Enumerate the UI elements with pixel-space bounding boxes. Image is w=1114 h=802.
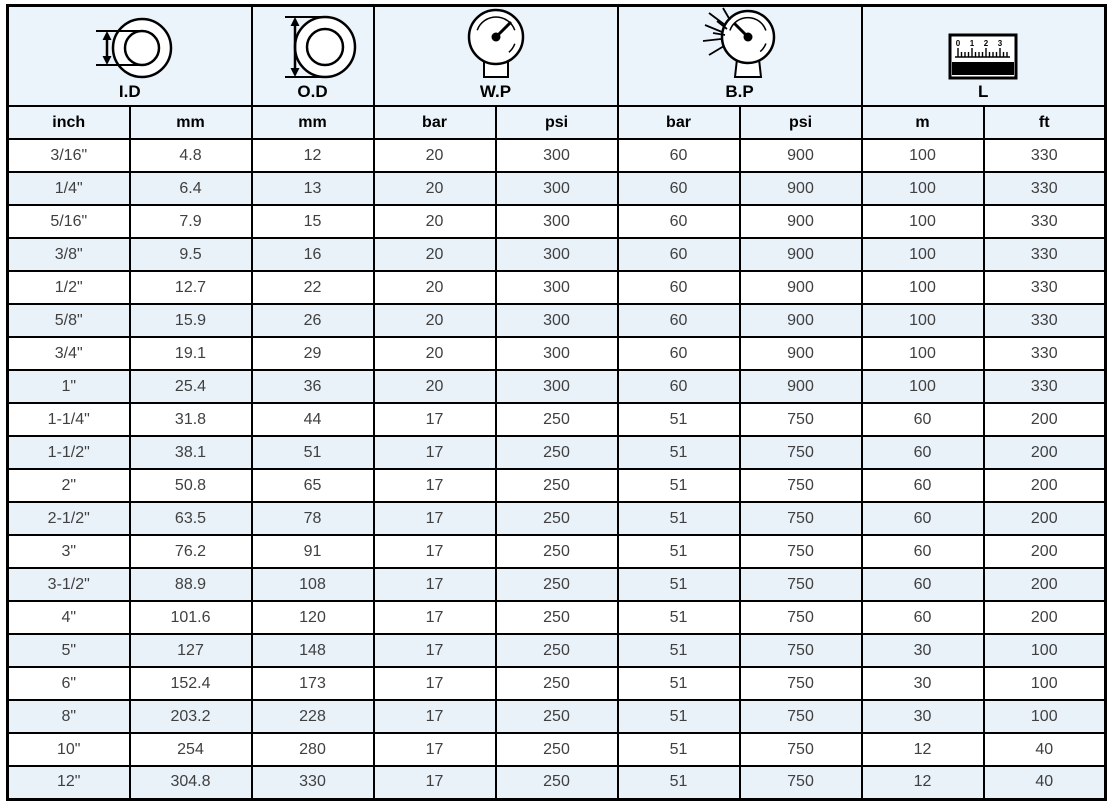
cell-od-mm: 22 [252, 271, 374, 304]
column-group-inner-diameter [8, 6, 252, 107]
unit-header-id-mm: mm [130, 106, 252, 139]
cell-bp-bar: 51 [618, 766, 740, 799]
column-group-length [862, 6, 1106, 107]
cell-wp-bar: 20 [374, 304, 496, 337]
cell-length-ft: 200 [984, 568, 1106, 601]
cell-bp-bar: 51 [618, 436, 740, 469]
cell-id-mm: 76.2 [130, 535, 252, 568]
cell-id-inch: 2-1/2" [8, 502, 130, 535]
cell-wp-bar: 17 [374, 733, 496, 766]
cell-od-mm: 330 [252, 766, 374, 799]
burst-pressure-gauge-icon [696, 7, 784, 81]
cell-od-mm: 29 [252, 337, 374, 370]
column-group-inner-diameter-label: I.D [118, 82, 141, 101]
cell-length-m: 100 [862, 172, 984, 205]
ruler-number-2: 2 [984, 39, 989, 48]
cell-wp-psi: 300 [496, 205, 618, 238]
cell-bp-bar: 51 [618, 469, 740, 502]
cell-wp-psi: 250 [496, 733, 618, 766]
cell-id-mm: 31.8 [130, 403, 252, 436]
cell-length-ft: 200 [984, 502, 1106, 535]
table-row [8, 733, 1106, 766]
cell-bp-psi: 900 [740, 139, 862, 172]
cell-bp-bar: 51 [618, 535, 740, 568]
cell-bp-psi: 750 [740, 634, 862, 667]
cell-bp-psi: 900 [740, 205, 862, 238]
table-row [8, 436, 1106, 469]
cell-od-mm: 120 [252, 601, 374, 634]
cell-bp-bar: 60 [618, 238, 740, 271]
cell-length-m: 60 [862, 469, 984, 502]
cell-length-ft: 330 [984, 238, 1106, 271]
cell-od-mm: 280 [252, 733, 374, 766]
table-row [8, 766, 1106, 799]
cell-bp-psi: 900 [740, 304, 862, 337]
table-row [8, 568, 1106, 601]
cell-wp-psi: 250 [496, 502, 618, 535]
cell-id-inch: 1-1/2" [8, 436, 130, 469]
table-row [8, 469, 1106, 502]
cell-length-m: 100 [862, 271, 984, 304]
cell-bp-bar: 51 [618, 502, 740, 535]
cell-length-ft: 100 [984, 634, 1106, 667]
cell-wp-psi: 250 [496, 667, 618, 700]
cell-bp-bar: 51 [618, 700, 740, 733]
cell-bp-psi: 750 [740, 403, 862, 436]
cell-bp-psi: 900 [740, 337, 862, 370]
column-group-burst-pressure-label: B.P [725, 82, 754, 101]
cell-wp-bar: 17 [374, 568, 496, 601]
cell-bp-bar: 60 [618, 304, 740, 337]
cell-length-m: 60 [862, 601, 984, 634]
cell-bp-bar: 60 [618, 205, 740, 238]
cell-wp-bar: 20 [374, 205, 496, 238]
cell-bp-psi: 750 [740, 766, 862, 799]
unit-header-bp-bar: bar [618, 106, 740, 139]
cell-wp-psi: 250 [496, 469, 618, 502]
table-row [8, 271, 1106, 304]
unit-header-od-mm: mm [252, 106, 374, 139]
table-row [8, 634, 1106, 667]
table-row [8, 535, 1106, 568]
cell-length-m: 100 [862, 139, 984, 172]
cell-wp-psi: 250 [496, 436, 618, 469]
table-row [8, 403, 1106, 436]
cell-wp-bar: 17 [374, 634, 496, 667]
table-row [8, 238, 1106, 271]
cell-id-inch: 5" [8, 634, 130, 667]
cell-od-mm: 65 [252, 469, 374, 502]
cell-length-m: 100 [862, 304, 984, 337]
cell-od-mm: 108 [252, 568, 374, 601]
cell-wp-bar: 20 [374, 238, 496, 271]
cell-length-m: 60 [862, 535, 984, 568]
cell-wp-psi: 250 [496, 700, 618, 733]
cell-length-ft: 100 [984, 700, 1106, 733]
length-ruler-icon [948, 33, 1018, 81]
cell-wp-psi: 250 [496, 535, 618, 568]
cell-wp-psi: 300 [496, 172, 618, 205]
working-pressure-gauge-icon [456, 7, 536, 81]
column-group-working-pressure-label: W.P [479, 82, 512, 101]
cell-bp-bar: 51 [618, 634, 740, 667]
cell-wp-psi: 300 [496, 139, 618, 172]
cell-bp-psi: 750 [740, 700, 862, 733]
cell-wp-psi: 250 [496, 568, 618, 601]
cell-id-inch: 3-1/2" [8, 568, 130, 601]
cell-od-mm: 12 [252, 139, 374, 172]
cell-od-mm: 228 [252, 700, 374, 733]
table-row [8, 172, 1106, 205]
cell-wp-psi: 300 [496, 304, 618, 337]
table-row [8, 304, 1106, 337]
cell-id-mm: 63.5 [130, 502, 252, 535]
cell-bp-psi: 900 [740, 271, 862, 304]
unit-header-length-m: m [862, 106, 984, 139]
cell-bp-psi: 750 [740, 469, 862, 502]
cell-wp-bar: 17 [374, 601, 496, 634]
cell-length-ft: 200 [984, 436, 1106, 469]
cell-od-mm: 173 [252, 667, 374, 700]
cell-length-ft: 330 [984, 337, 1106, 370]
cell-length-ft: 330 [984, 205, 1106, 238]
cell-od-mm: 13 [252, 172, 374, 205]
cell-id-inch: 12" [8, 766, 130, 799]
cell-bp-psi: 750 [740, 667, 862, 700]
cell-od-mm: 91 [252, 535, 374, 568]
cell-length-m: 100 [862, 370, 984, 403]
cell-wp-psi: 250 [496, 766, 618, 799]
cell-id-inch: 10" [8, 733, 130, 766]
cell-od-mm: 26 [252, 304, 374, 337]
cell-id-inch: 2" [8, 469, 130, 502]
cell-bp-bar: 60 [618, 337, 740, 370]
unit-header-row [8, 106, 1106, 139]
cell-bp-psi: 750 [740, 733, 862, 766]
cell-id-mm: 38.1 [130, 436, 252, 469]
cell-id-mm: 6.4 [130, 172, 252, 205]
cell-od-mm: 148 [252, 634, 374, 667]
table-row [8, 337, 1106, 370]
table-row [8, 700, 1106, 733]
cell-wp-bar: 17 [374, 766, 496, 799]
cell-length-m: 100 [862, 238, 984, 271]
hose-specification-table [6, 4, 1107, 801]
cell-bp-bar: 51 [618, 667, 740, 700]
cell-length-ft: 200 [984, 403, 1106, 436]
cell-bp-bar: 51 [618, 403, 740, 436]
cell-length-ft: 40 [984, 733, 1106, 766]
table-row [8, 370, 1106, 403]
cell-wp-psi: 250 [496, 403, 618, 436]
icon-header-row [8, 6, 1106, 107]
cell-id-mm: 25.4 [130, 370, 252, 403]
cell-bp-psi: 750 [740, 436, 862, 469]
cell-length-ft: 100 [984, 667, 1106, 700]
cell-id-mm: 304.8 [130, 766, 252, 799]
cell-length-m: 60 [862, 502, 984, 535]
cell-length-m: 12 [862, 766, 984, 799]
cell-id-mm: 203.2 [130, 700, 252, 733]
cell-wp-psi: 300 [496, 271, 618, 304]
table-row [8, 667, 1106, 700]
unit-header-wp-psi: psi [496, 106, 618, 139]
cell-bp-bar: 51 [618, 601, 740, 634]
cell-wp-psi: 250 [496, 601, 618, 634]
cell-length-ft: 330 [984, 172, 1106, 205]
cell-bp-psi: 750 [740, 502, 862, 535]
cell-wp-bar: 17 [374, 700, 496, 733]
cell-wp-bar: 20 [374, 337, 496, 370]
cell-wp-psi: 300 [496, 337, 618, 370]
cell-length-m: 60 [862, 568, 984, 601]
cell-id-inch: 3/16" [8, 139, 130, 172]
cell-wp-bar: 20 [374, 172, 496, 205]
cell-wp-bar: 17 [374, 469, 496, 502]
inner-diameter-icon [82, 15, 178, 81]
cell-length-m: 60 [862, 403, 984, 436]
cell-bp-psi: 900 [740, 238, 862, 271]
cell-id-mm: 4.8 [130, 139, 252, 172]
cell-bp-bar: 60 [618, 370, 740, 403]
cell-length-m: 60 [862, 436, 984, 469]
hose-specification-table-wrap [6, 4, 1107, 801]
ruler-number-3: 3 [998, 39, 1003, 48]
cell-length-ft: 330 [984, 370, 1106, 403]
cell-id-mm: 7.9 [130, 205, 252, 238]
cell-bp-bar: 60 [618, 139, 740, 172]
cell-bp-bar: 60 [618, 271, 740, 304]
cell-id-mm: 254 [130, 733, 252, 766]
cell-wp-bar: 17 [374, 535, 496, 568]
cell-id-inch: 1/4" [8, 172, 130, 205]
unit-header-wp-bar: bar [374, 106, 496, 139]
cell-length-ft: 40 [984, 766, 1106, 799]
cell-length-ft: 200 [984, 535, 1106, 568]
column-group-outer-diameter-label: O.D [297, 82, 328, 101]
table-row [8, 139, 1106, 172]
cell-wp-bar: 20 [374, 370, 496, 403]
cell-id-inch: 1" [8, 370, 130, 403]
outer-diameter-icon [265, 13, 361, 81]
table-row [8, 502, 1106, 535]
cell-length-ft: 330 [984, 139, 1106, 172]
column-group-outer-diameter [252, 6, 374, 107]
cell-length-ft: 200 [984, 601, 1106, 634]
ruler-number-1: 1 [970, 39, 975, 48]
spec-table-body [8, 139, 1106, 799]
cell-id-inch: 3/8" [8, 238, 130, 271]
cell-bp-psi: 750 [740, 568, 862, 601]
cell-bp-bar: 60 [618, 172, 740, 205]
cell-bp-bar: 51 [618, 733, 740, 766]
cell-id-mm: 88.9 [130, 568, 252, 601]
cell-od-mm: 15 [252, 205, 374, 238]
cell-bp-psi: 750 [740, 601, 862, 634]
cell-id-mm: 101.6 [130, 601, 252, 634]
cell-wp-bar: 17 [374, 502, 496, 535]
cell-id-mm: 9.5 [130, 238, 252, 271]
cell-length-m: 30 [862, 634, 984, 667]
cell-wp-bar: 17 [374, 436, 496, 469]
cell-id-mm: 127 [130, 634, 252, 667]
cell-od-mm: 36 [252, 370, 374, 403]
cell-id-inch: 8" [8, 700, 130, 733]
cell-wp-psi: 250 [496, 634, 618, 667]
cell-od-mm: 16 [252, 238, 374, 271]
cell-id-inch: 5/16" [8, 205, 130, 238]
cell-length-m: 12 [862, 733, 984, 766]
cell-id-inch: 1/2" [8, 271, 130, 304]
column-group-working-pressure [374, 6, 618, 107]
cell-id-inch: 4" [8, 601, 130, 634]
cell-id-inch: 6" [8, 667, 130, 700]
cell-length-m: 100 [862, 205, 984, 238]
unit-header-length-ft: ft [984, 106, 1106, 139]
cell-id-mm: 19.1 [130, 337, 252, 370]
cell-bp-bar: 51 [618, 568, 740, 601]
cell-bp-psi: 900 [740, 370, 862, 403]
unit-header-id-inch: inch [8, 106, 130, 139]
cell-id-mm: 152.4 [130, 667, 252, 700]
cell-wp-bar: 17 [374, 403, 496, 436]
cell-wp-psi: 300 [496, 370, 618, 403]
cell-length-m: 30 [862, 700, 984, 733]
table-row [8, 601, 1106, 634]
cell-length-ft: 330 [984, 304, 1106, 337]
cell-length-m: 30 [862, 667, 984, 700]
cell-length-ft: 330 [984, 271, 1106, 304]
ruler-number-0: 0 [956, 39, 961, 48]
column-group-burst-pressure [618, 6, 862, 107]
cell-id-inch: 5/8" [8, 304, 130, 337]
cell-id-mm: 15.9 [130, 304, 252, 337]
cell-wp-bar: 17 [374, 667, 496, 700]
cell-length-m: 100 [862, 337, 984, 370]
cell-id-inch: 3" [8, 535, 130, 568]
column-group-length-label: L [978, 82, 989, 101]
cell-wp-bar: 20 [374, 139, 496, 172]
unit-header-bp-psi: psi [740, 106, 862, 139]
cell-bp-psi: 900 [740, 172, 862, 205]
cell-id-mm: 50.8 [130, 469, 252, 502]
cell-id-mm: 12.7 [130, 271, 252, 304]
cell-bp-psi: 750 [740, 535, 862, 568]
table-row [8, 205, 1106, 238]
cell-od-mm: 44 [252, 403, 374, 436]
cell-wp-psi: 300 [496, 238, 618, 271]
cell-od-mm: 51 [252, 436, 374, 469]
cell-od-mm: 78 [252, 502, 374, 535]
cell-wp-bar: 20 [374, 271, 496, 304]
cell-id-inch: 3/4" [8, 337, 130, 370]
cell-length-ft: 200 [984, 469, 1106, 502]
cell-id-inch: 1-1/4" [8, 403, 130, 436]
